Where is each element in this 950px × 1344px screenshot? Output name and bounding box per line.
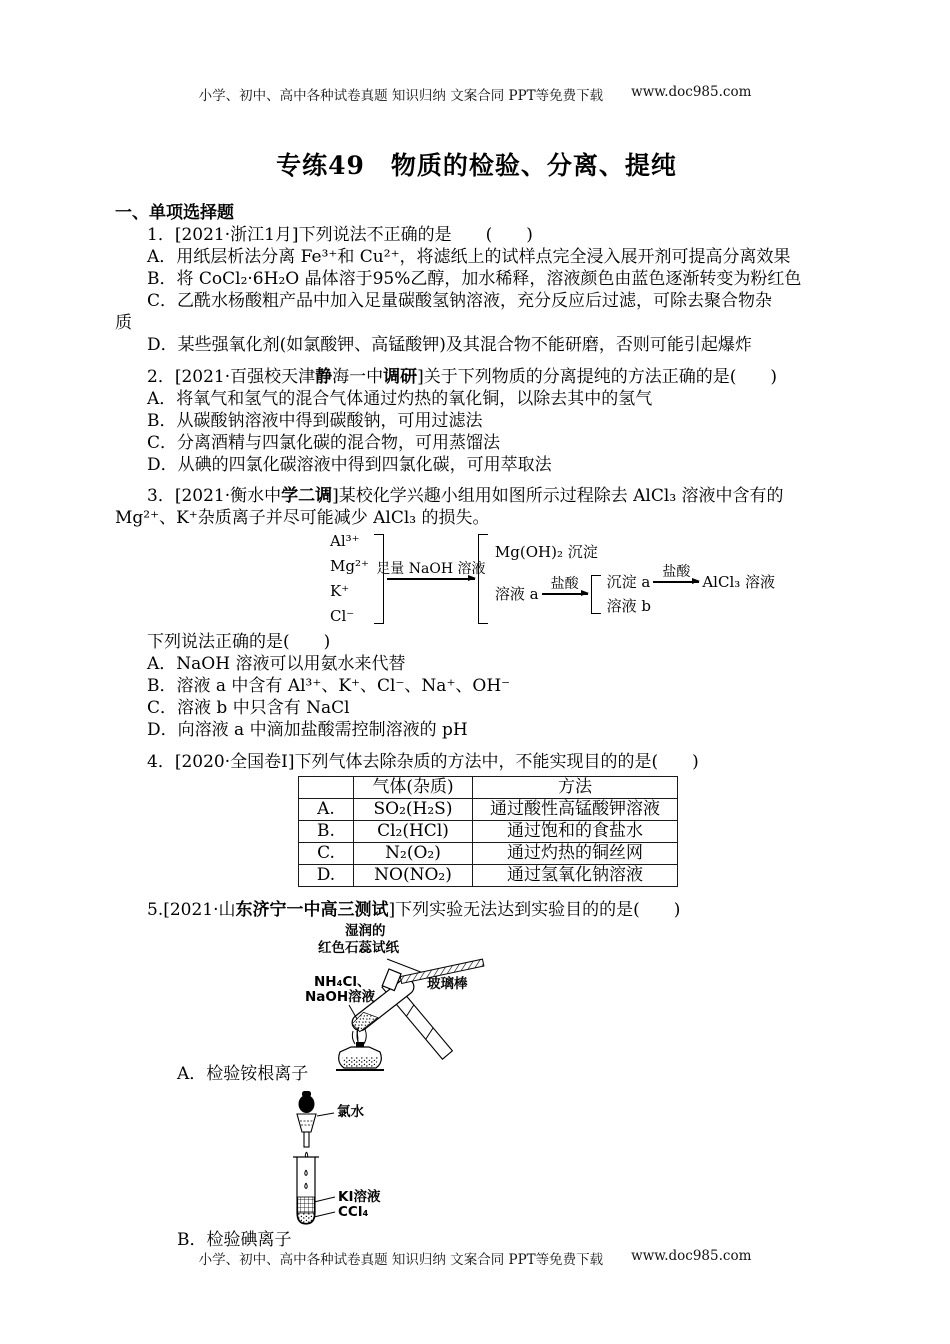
q2-option-d: D．从碘的四氯化碳溶液中得到四氯化碳，可用萃取法	[147, 455, 552, 475]
q3-stem-part: 学二调	[281, 486, 333, 506]
q2-stem-part: 海一中	[332, 367, 384, 387]
q4-cell: A.	[299, 799, 354, 821]
q1-option-d: D．某些强氧化剂(如氯酸钾、高锰酸钾)及其混合物不能研磨，否则可能引起爆炸	[147, 335, 752, 355]
flow-hcl-arrow-2-label: 盐酸	[662, 563, 691, 580]
q3-stem-part: 3．[2021·衡水中	[147, 486, 282, 506]
q5-option-b: B．检验碘离子	[177, 1230, 292, 1250]
flow-precipitate: Mg(OH)₂ 沉淀	[494, 542, 598, 561]
reagent-label-line1: NH₄Cl、	[314, 974, 371, 990]
flow-ion: Mg²⁺	[330, 557, 369, 575]
flow-branches	[488, 542, 776, 615]
flow-inner-bracket	[591, 575, 601, 614]
flow-hcl-arrow-1-label: 盐酸	[550, 575, 579, 592]
litmus-label-line2: 红色石蕊试纸	[318, 940, 399, 956]
q5-option-a: A．检验铵根离子	[177, 1064, 309, 1084]
reagent-leader-line	[349, 1005, 357, 1019]
flow-ion: Al³⁺	[330, 532, 360, 550]
chlorine-water-leader	[317, 1113, 334, 1116]
q3-option-d: D．向溶液 a 中滴加盐酸需控制溶液的 pH	[147, 720, 468, 740]
table-row	[299, 865, 678, 887]
q2-option-c: C．分离酒精与四氯化碳的混合物，可用蒸馏法	[147, 433, 501, 453]
lamp-fuel	[342, 1057, 378, 1067]
flow-inner-branches	[601, 563, 776, 615]
page-title: 专练49 物质的检验、分离、提纯	[276, 151, 677, 180]
q5-stem	[115, 899, 838, 921]
reagent-label-line2: NaOH溶液	[305, 989, 376, 1005]
q5-stem-part: 5.[2021·山	[147, 900, 236, 920]
q3-stem-part: ]某校化学兴趣小组用如图所示过程除去 AlCl₃ 溶液中含有的	[332, 486, 784, 506]
flow-hcl-arrow-1	[542, 575, 588, 595]
q4-cell: D.	[299, 865, 354, 887]
dropper	[297, 1091, 316, 1158]
flow-precipitate-a-row	[606, 563, 776, 591]
flow-result: AlCl₃ 溶液	[702, 572, 776, 591]
q2-stem-part: 2．[2021·百强校天津	[147, 367, 316, 387]
q2-stem-part: ]关于下列物质的分离提纯的方法正确的是( )	[417, 367, 778, 387]
flow-solution-b: 溶液 b	[606, 596, 651, 615]
q3-flow-diagram	[330, 534, 838, 624]
q4-th-blank	[299, 777, 354, 799]
q2-stem-part: 调研	[383, 367, 418, 387]
q4-cell: C.	[299, 843, 354, 865]
flow-ion: K⁺	[330, 582, 350, 600]
litmus-label-line1: 湿润的	[345, 923, 386, 939]
flow-left-bracket	[478, 534, 488, 624]
table-row	[299, 843, 678, 865]
table-row	[299, 821, 678, 843]
q4-cell: 通过灼热的铜丝网	[473, 843, 678, 865]
iodide-test-apparatus	[280, 1091, 500, 1229]
question-3	[115, 485, 838, 741]
q4-cell: NO(NO₂)	[354, 865, 473, 887]
q4-table	[298, 776, 678, 887]
q4-table-header-row	[299, 777, 678, 799]
q4-th-method: 方法	[473, 777, 678, 799]
page-footer	[0, 1248, 950, 1268]
q1-option-a: A．用纸层析法分离 Fe³⁺和 Cu²⁺，将滤纸上的试样点完全浸入展开剂可提高分离效果	[147, 247, 791, 267]
q2-option-b: B．从碳酸钠溶液中得到碳酸钠，可用过滤法	[147, 411, 483, 431]
table-row	[299, 799, 678, 821]
q2-stem-part: 静	[315, 367, 333, 387]
q4-stem: 4．[2020·全国卷Ⅰ]下列气体去除杂质的方法中，不能实现目的的是( )	[147, 752, 699, 772]
flow-ion-list	[330, 534, 374, 624]
ccl4-label: CCl₄	[338, 1204, 369, 1220]
q4-cell: 通过酸性高锰酸钾溶液	[473, 799, 678, 821]
ccl4-layer	[298, 1213, 315, 1223]
ki-solution-label: KI溶液	[338, 1189, 381, 1205]
alcohol-lamp	[336, 1047, 384, 1070]
q2-option-a: A．将氧气和氢气的混合气体通过灼热的氧化铜，以除去其中的氢气	[147, 389, 653, 409]
q1-option-c: C．乙酰水杨酸粗产品中加入足量碳酸氢钠溶液，充分反应后过滤，可除去聚合物杂	[147, 291, 773, 311]
question-1	[115, 224, 838, 356]
q4-cell: SO₂(H₂S)	[354, 799, 473, 821]
q4-cell: N₂(O₂)	[354, 843, 473, 865]
q4-cell: Cl₂(HCl)	[354, 821, 473, 843]
ki-leader	[314, 1197, 335, 1202]
header-site-url: www.doc985.com	[631, 84, 752, 100]
flow-precipitate-a: 沉淀 a	[606, 572, 651, 591]
header-text: 小学、初中、高中各种试卷真题 知识归纳 文案合同 PPT等免费下载	[198, 88, 604, 104]
flow-solution-a-row	[494, 563, 776, 615]
q4-cell: B.	[299, 821, 354, 843]
iodide-test-drawing	[280, 1091, 500, 1231]
ccl4-leader	[314, 1212, 335, 1217]
q1-option-c-wrap: 质	[115, 313, 132, 333]
footer-text: 小学、初中、高中各种试卷真题 知识归纳 文案合同 PPT等免费下载	[198, 1252, 604, 1268]
page-header	[0, 84, 950, 104]
chlorine-water-label: 氯水	[337, 1104, 364, 1120]
question-2	[115, 366, 838, 476]
q3-stem-line2: Mg²⁺、K⁺杂质离子并尽可能减少 AlCl₃ 的损失。	[115, 508, 490, 528]
q4-cell: 通过饱和的食盐水	[473, 821, 678, 843]
q3-stem	[115, 485, 838, 507]
ki-solution-layer	[298, 1197, 315, 1213]
glass-rod-label: 玻璃棒	[427, 976, 468, 992]
question-4	[115, 751, 838, 887]
flow-hcl-arrow-2	[653, 563, 699, 583]
q2-stem	[115, 366, 838, 388]
q3-ask: 下列说法正确的是( )	[147, 632, 331, 652]
footer-site-url: www.doc985.com	[631, 1248, 752, 1264]
flow-naoh-arrow	[376, 560, 486, 580]
q5-stem-part: ]下列实验无法达到实验目的的是( )	[388, 900, 681, 920]
q3-option-c: C．溶液 b 中只含有 NaCl	[147, 698, 350, 718]
question-5	[115, 899, 838, 1251]
flow-solution-a: 溶液 a	[494, 584, 539, 603]
section-heading: 一、单项选择题	[115, 203, 234, 223]
test-tube-vertical	[293, 1157, 319, 1224]
q1-stem: 1．[2021·浙江1月]下列说法不正确的是 ( )	[147, 225, 533, 245]
flow-naoh-arrow-label: 足量 NaOH 溶液	[376, 560, 486, 577]
q3-option-a: A．NaOH 溶液可以用氨水来代替	[147, 654, 406, 674]
ammonium-test-apparatus	[283, 923, 623, 1063]
flow-ion: Cl⁻	[330, 607, 355, 625]
q4-th-gas: 气体(杂质)	[354, 777, 473, 799]
q5-stem-part: 东济宁一中高三测试	[235, 900, 389, 920]
q1-option-b: B．将 CoCl₂·6H₂O 晶体溶于95%乙醇，加水稀释，溶液颜色由蓝色逐渐转变为粉红色	[147, 269, 802, 289]
q3-option-b: B．溶液 a 中含有 Al³⁺、K⁺、Cl⁻、Na⁺、OH⁻	[147, 676, 511, 696]
flow-right-bracket	[374, 534, 384, 624]
q4-cell: 通过氢氧化钠溶液	[473, 865, 678, 887]
